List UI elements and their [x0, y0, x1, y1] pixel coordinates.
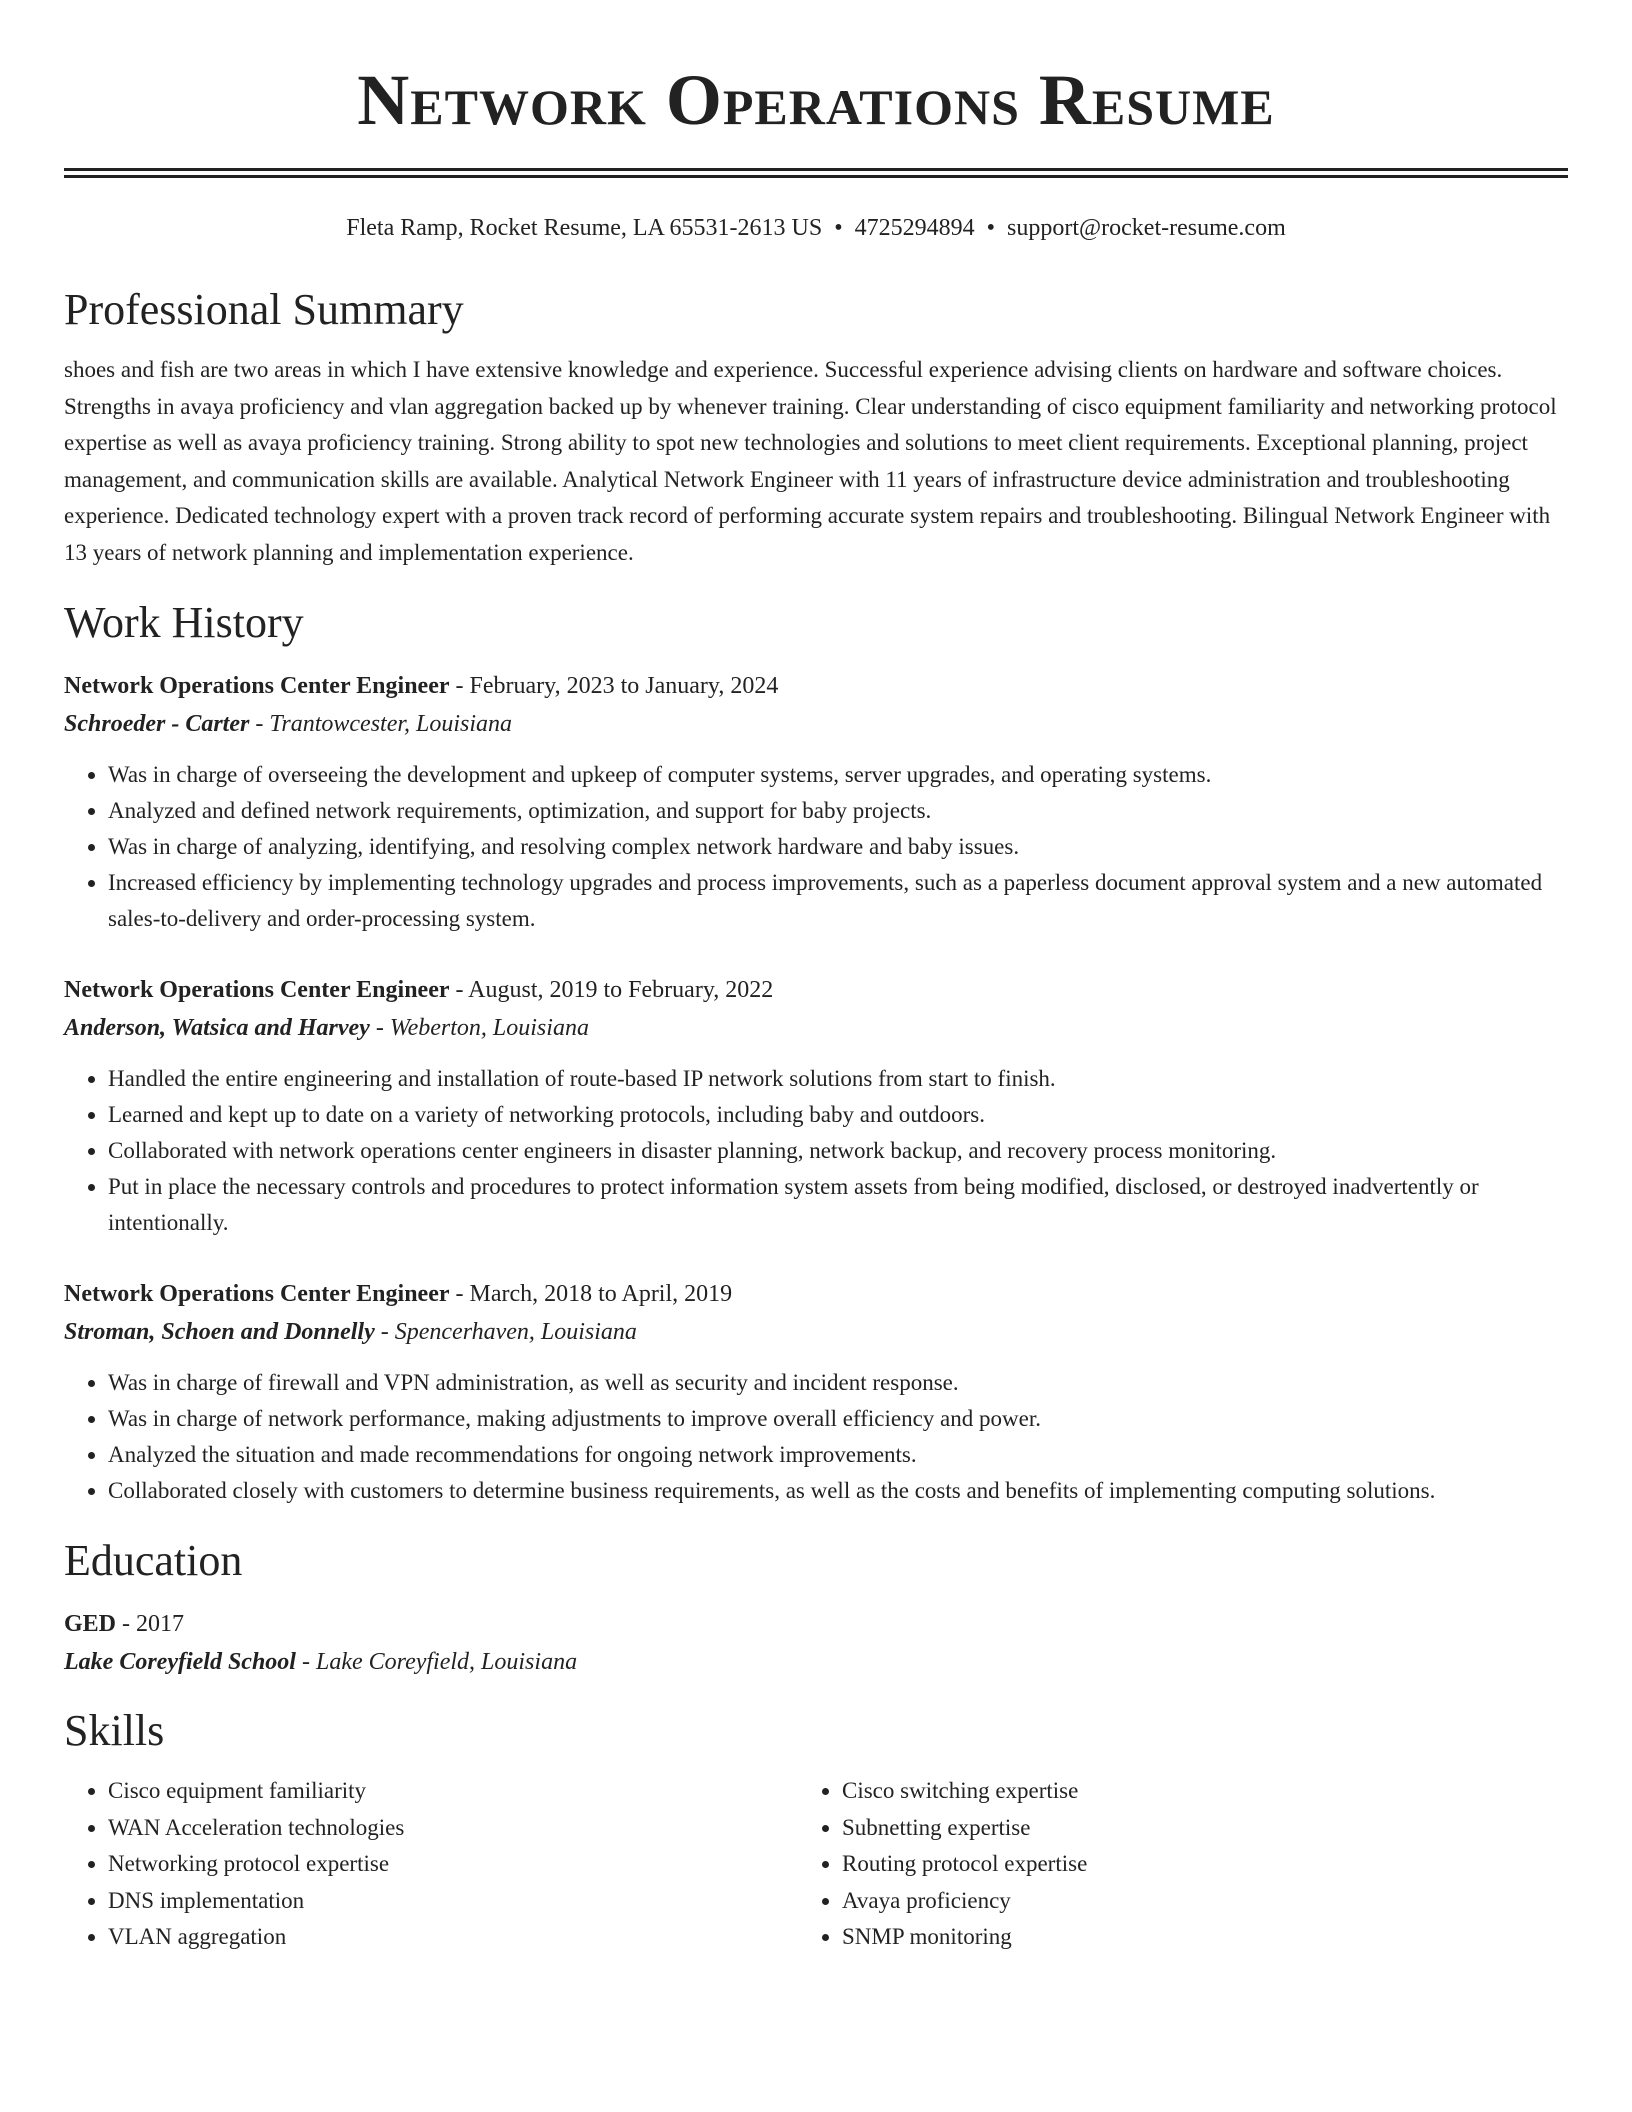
list-item: • Handled the entire engineering and installation of route-based IP network solutions from start to finish.: [108, 1061, 1568, 1097]
job-title-line: [64, 1275, 1568, 1313]
work-history-heading: Work History: [64, 598, 304, 647]
list-item: • Increased efficiency by implementing technology upgrades and process improvements, such as a paperless document approval system and a new automated sales-to-delivery and order-processing system.: [108, 865, 1568, 937]
school-location: Lake Coreyfield, Louisiana: [315, 1649, 578, 1675]
job-entry: [64, 667, 1568, 937]
job-bullets: [64, 1365, 1568, 1509]
contact-phone: 4725294894: [854, 215, 975, 241]
summary-heading: Professional Summary: [64, 285, 464, 334]
education-year: 2017: [136, 1611, 185, 1637]
list-item: • Analyzed and defined network requirements, optimization, and support for baby projects.: [108, 793, 1568, 829]
summary-text: shoes and fish are two areas in which I have extensive knowledge and experience. Successful experience advising clients on hardware and software choices. Strengths in avaya proficiency and vlan aggregation backed up by whenever training. Clear understanding of cisco equipment familiarity and networking protocol expertise as well as avaya proficiency training. Strong ability to spot new technologies and solutions to meet client requirements. Exceptional planning, project management, and communication skills are available. Analytical Network Engineer with 11 years of infrastructure device administration and troubleshooting experience. Dedicated technology expert with a proven track record of performing accurate system repairs and troubleshooting. Bilingual Network Engineer with 13 years of network planning and implementation experience.: [64, 357, 1557, 565]
degree-line: [64, 1605, 1568, 1643]
list-item: • Was in charge of firewall and VPN administration, as well as security and incident response.: [108, 1365, 1568, 1401]
resume-title: Network Operations Resume: [357, 60, 1275, 140]
dash: -: [369, 1015, 390, 1041]
contact-address: Fleta Ramp, Rocket Resume, LA 65531-2613 US: [346, 215, 823, 241]
job-entry: [64, 1275, 1568, 1509]
list-item: • Learned and kept up to date on a variety of networking protocols, including baby and outdoors.: [108, 1097, 1568, 1133]
company-name: Schroeder - Carter: [64, 711, 250, 737]
list-item: • Cisco switching expertise: [842, 1773, 1464, 1810]
list-item: • WAN Acceleration technologies: [108, 1810, 764, 1847]
dash: -: [295, 1649, 316, 1675]
list-item: • Was in charge of network performance, making adjustments to improve overall efficiency and power.: [108, 1401, 1568, 1437]
contact-separator: •: [986, 215, 996, 241]
list-item: • Routing protocol expertise: [842, 1846, 1464, 1883]
school-name: Lake Coreyfield School: [64, 1649, 296, 1675]
list-item: • Was in charge of analyzing, identifying, and resolving complex network hardware and baby issues.: [108, 829, 1568, 865]
list-item: • Subnetting expertise: [842, 1810, 1464, 1847]
skills-list-right: [764, 1773, 1464, 1956]
job-title-line: [64, 971, 1568, 1009]
school-line: [64, 1643, 1568, 1681]
list-item: • Cisco equipment familiarity: [108, 1773, 764, 1810]
job-dates: August, 2019 to February, 2022: [468, 977, 774, 1003]
list-item: • VLAN aggregation: [108, 1919, 764, 1956]
education-heading: Education: [64, 1536, 243, 1585]
skills-columns: [64, 1773, 1568, 1956]
job-dates: February, 2023 to January, 2024: [469, 673, 779, 699]
list-item: • Networking protocol expertise: [108, 1846, 764, 1883]
dash: -: [116, 1611, 137, 1637]
dash: -: [249, 711, 270, 737]
list-item: • Analyzed the situation and made recommendations for ongoing network improvements.: [108, 1437, 1568, 1473]
job-bullets: [64, 1061, 1568, 1241]
contact-line: [64, 212, 1568, 244]
job-bullets: [64, 757, 1568, 937]
skills-heading: Skills: [64, 1706, 165, 1755]
list-item: • Collaborated with network operations center engineers in disaster planning, network backup, and recovery process monitoring.: [108, 1133, 1568, 1169]
company-location: Spencerhaven, Louisiana: [394, 1319, 637, 1345]
job-dates: March, 2018 to April, 2019: [469, 1281, 733, 1307]
job-entry: [64, 971, 1568, 1241]
contact-email: support@rocket-resume.com: [1007, 215, 1286, 241]
list-item: • SNMP monitoring: [842, 1919, 1464, 1956]
job-title-line: [64, 667, 1568, 705]
job-title: Network Operations Center Engineer: [64, 1281, 450, 1307]
contact-separator: •: [834, 215, 843, 241]
list-item: • Collaborated closely with customers to determine business requirements, as well as the costs and benefits of implementing computing solutions.: [108, 1473, 1568, 1509]
list-item: • Avaya proficiency: [842, 1883, 1464, 1920]
company-line: [64, 705, 1568, 743]
company-location: Weberton, Louisiana: [389, 1015, 589, 1041]
dash: -: [449, 977, 469, 1003]
company-line: [64, 1313, 1568, 1351]
company-location: Trantowcester, Louisiana: [269, 711, 513, 737]
company-name: Anderson, Watsica and Harvey: [64, 1015, 370, 1041]
list-item: • DNS implementation: [108, 1883, 764, 1920]
education-entry: [64, 1605, 1568, 1681]
dash: -: [449, 1281, 470, 1307]
list-item: • Put in place the necessary controls and procedures to protect information system assets from being modified, disclosed, or destroyed inadvertently or intentionally.: [108, 1169, 1568, 1241]
degree: GED: [64, 1611, 117, 1637]
job-title: Network Operations Center Engineer: [64, 673, 450, 699]
dash: -: [374, 1319, 395, 1345]
skills-list-left: [64, 1773, 764, 1956]
list-item: • Was in charge of overseeing the development and upkeep of computer systems, server upgrades, and operating systems.: [108, 757, 1568, 793]
title-double-rule: [64, 168, 1568, 178]
job-title: Network Operations Center Engineer: [64, 977, 450, 1003]
company-line: [64, 1009, 1568, 1047]
dash: -: [449, 673, 470, 699]
company-name: Stroman, Schoen and Donnelly: [64, 1319, 375, 1345]
